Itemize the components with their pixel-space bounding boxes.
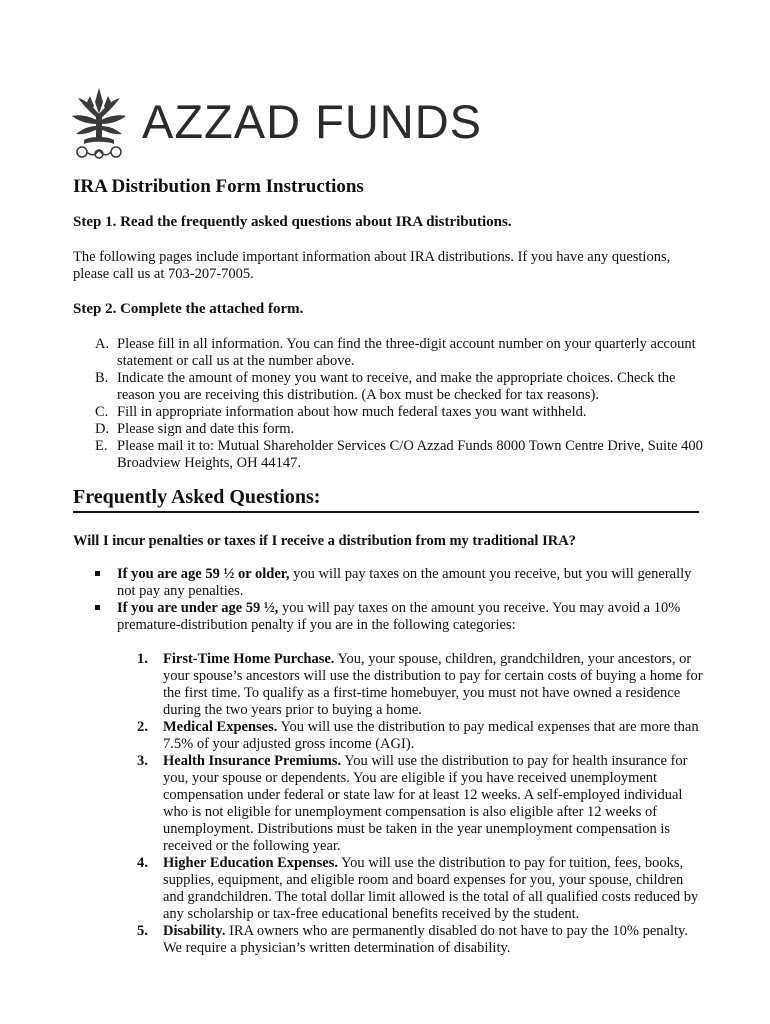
list-marker: B. xyxy=(95,370,109,386)
list-item-text: Fill in appropriate information about how much federal taxes you want withheld. xyxy=(117,404,587,420)
list-item xyxy=(73,404,703,421)
list-marker: A. xyxy=(95,336,110,352)
category-item xyxy=(137,923,703,957)
bullet-lead: If you are under age 59 ½, xyxy=(117,600,279,616)
category-title: Health Insurance Premiums. xyxy=(163,753,342,769)
category-text: You, your spouse, children, grandchildren, your ancestors, or your spouse’s ancestors will use the distribution to pay for certain costs of buying a home for the first time. To qualify as a first-time homebuyer, you must not have owned a residence during the two years prior to buying a home. xyxy=(163,651,703,718)
category-item xyxy=(137,719,703,753)
category-text: You will use the distribution to pay for tuition, fees, books, supplies, equipment, and eligible room and board expenses for you, your spouse, children and grandchildren. The total dollar limit allowed is the total of all qualified costs reduced by any scholarship or tax-free educational benefits received by the student. xyxy=(163,855,699,922)
bullet-lead: If you are age 59 ½ or older, xyxy=(117,566,290,582)
category-number: 1. xyxy=(137,651,148,667)
list-marker: C. xyxy=(95,404,109,420)
list-item xyxy=(73,370,703,404)
penalty-exception-list xyxy=(137,651,703,957)
list-item-text: Please sign and date this form. xyxy=(117,421,295,437)
category-number: 4. xyxy=(137,855,148,871)
category-title: First-Time Home Purchase. xyxy=(163,651,335,667)
azzad-funds-logo xyxy=(70,84,490,164)
list-item xyxy=(73,421,703,438)
list-item-text: Please fill in all information. You can find the three-digit account number on your quarterly account statement or call us at the number above. xyxy=(117,336,696,369)
category-text: You will use the distribution to pay for health insurance for you, your spouse or dependents. You are eligible if you have received unemployment compensation under federal or state law for at least 12 weeks. A self-employed individual who is not eligible for unemployment compensation is also eligible after 12 weeks of unemployment. Distributions must be taken in the year unemployment compensation is received or the following year. xyxy=(163,753,688,854)
category-number: 2. xyxy=(137,719,148,735)
category-title: Medical Expenses. xyxy=(163,719,278,735)
list-marker: E. xyxy=(95,438,108,454)
step1-paragraph: The following pages include important information about IRA distributions. If you have any questions, please call us at 703-207-7005. xyxy=(73,249,671,282)
bullet-text: you will pay taxes on the amount you receive. You may avoid a 10% premature-distribution penalty if you are in the following categories: xyxy=(117,600,681,633)
bullet-item xyxy=(73,566,703,600)
faq-bullet-list xyxy=(73,566,703,634)
faq-question: Will I incur penalties or taxes if I receive a distribution from my traditional IRA? xyxy=(73,533,576,549)
step2-heading: Step 2. Complete the attached form. xyxy=(73,301,304,317)
category-title: Higher Education Expenses. xyxy=(163,855,338,871)
logo-wordmark: AZZAD FUNDS xyxy=(142,95,482,148)
list-item xyxy=(73,336,703,370)
bullet-text: you will pay taxes on the amount you receive, but you will generally not pay any penalties. xyxy=(117,566,692,599)
list-marker: D. xyxy=(95,421,110,437)
list-item-text: Indicate the amount of money you want to receive, and make the appropriate choices. Check the reason you are receiving this distribution. (A box must be checked for tax reasons). xyxy=(117,370,676,403)
palm-frond-ornament-icon xyxy=(70,84,128,162)
square-bullet-icon xyxy=(95,571,100,576)
category-item xyxy=(137,855,703,923)
category-item xyxy=(137,753,703,855)
category-title: Disability. xyxy=(163,923,226,939)
list-item-text: Please mail it to: Mutual Shareholder Services C/O Azzad Funds 8000 Town Centre Drive, Suite 400 Broadview Heights, OH 44147. xyxy=(117,438,703,471)
page-title: IRA Distribution Form Instructions xyxy=(73,176,364,197)
category-text: You will use the distribution to pay medical expenses that are more than 7.5% of your adjusted gross income (AGI). xyxy=(163,719,699,752)
category-text: IRA owners who are permanently disabled do not have to pay the 10% penalty. We require a physician’s written determination of disability. xyxy=(163,923,688,956)
list-item xyxy=(73,438,703,472)
square-bullet-icon xyxy=(95,605,100,610)
category-item xyxy=(137,651,703,719)
bullet-item xyxy=(73,600,703,634)
step2-instruction-list xyxy=(73,336,703,472)
category-number: 5. xyxy=(137,923,148,939)
step1-heading: Step 1. Read the frequently asked questions about IRA distributions. xyxy=(73,214,512,230)
category-number: 3. xyxy=(137,753,148,769)
faq-heading: Frequently Asked Questions: xyxy=(73,486,699,513)
